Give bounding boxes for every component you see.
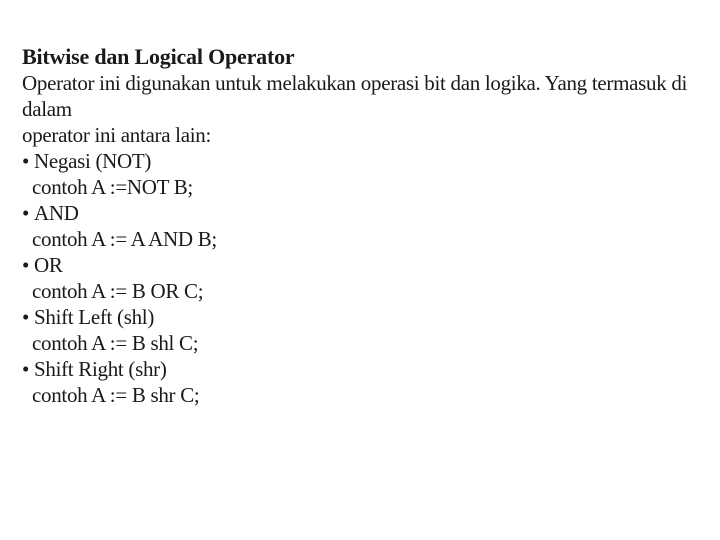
operator-example: contoh A := A AND B; bbox=[32, 227, 217, 251]
operator-example: contoh A := B OR C; bbox=[32, 279, 204, 303]
bullet-icon: • bbox=[22, 149, 30, 173]
list-item-and bbox=[22, 200, 712, 252]
operator-example: contoh A :=NOT B; bbox=[32, 175, 193, 199]
bullet-icon: • bbox=[22, 357, 30, 381]
list-item-shift-left bbox=[22, 304, 712, 356]
operator-example: contoh A := B shl C; bbox=[32, 331, 199, 355]
operator-example: contoh A := B shr C; bbox=[32, 383, 200, 407]
bullet-icon: • bbox=[22, 201, 30, 225]
list-item-shift-right bbox=[22, 356, 712, 408]
operator-list bbox=[22, 148, 712, 408]
intro-line-2: operator ini antara lain: bbox=[22, 123, 211, 147]
operator-name: Shift Left (shl) bbox=[34, 305, 155, 329]
list-item-not bbox=[22, 148, 712, 200]
intro-line-1: Operator ini digunakan untuk melakukan operasi bit dan logika. Yang termasuk di dalam bbox=[22, 71, 688, 121]
slide-title: Bitwise dan Logical Operator bbox=[22, 44, 295, 69]
bullet-icon: • bbox=[22, 253, 30, 277]
slide-content bbox=[22, 44, 712, 408]
list-item-or bbox=[22, 252, 712, 304]
bullet-icon: • bbox=[22, 305, 30, 329]
operator-name: OR bbox=[34, 253, 63, 277]
operator-name: Shift Right (shr) bbox=[34, 357, 167, 381]
operator-name: AND bbox=[34, 201, 79, 225]
operator-name: Negasi (NOT) bbox=[34, 149, 152, 173]
